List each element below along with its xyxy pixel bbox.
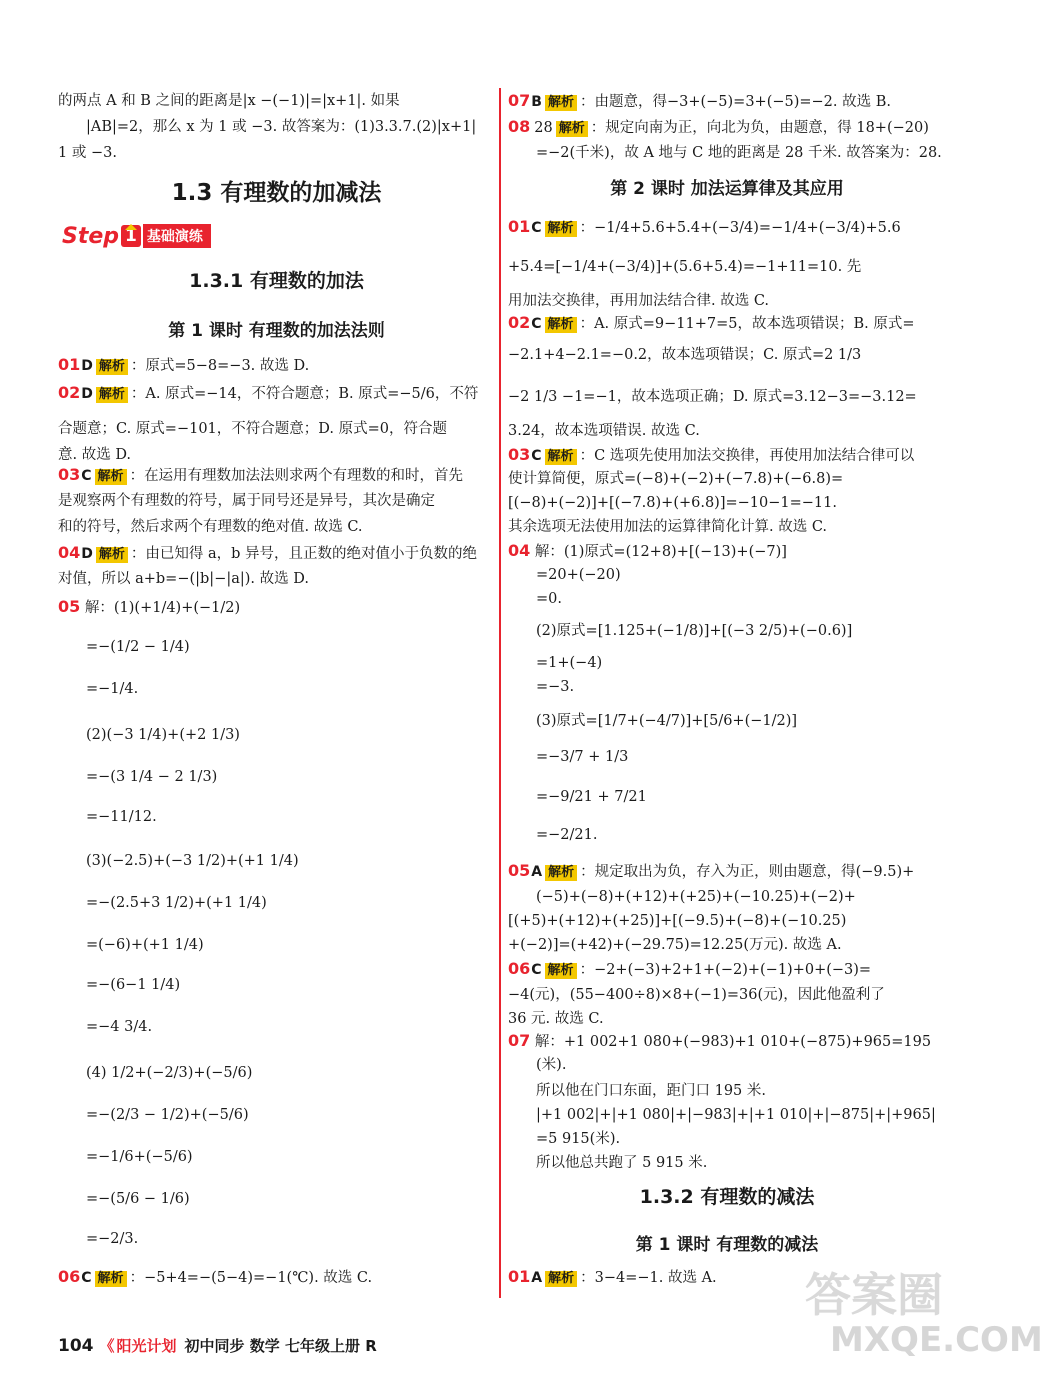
line-text: 合题意；C. 原式=−101，不符合题意；D. 原式=0，符合题 [58,421,447,437]
answer-line [86,852,299,870]
answer-value: 28 [534,120,553,136]
answer-line [536,888,856,906]
answer-line [508,494,837,512]
answer-line [536,622,852,640]
line-text: 3−4=−1. 故选 A. [594,1270,717,1286]
line-text: 和的符号，然后求两个有理数的绝对值. 故选 C. [58,519,363,535]
line-text: −1/4+5.6+5.4+(−3/4)=−1/4+(−3/4)+5.6 [594,220,901,236]
line-text: [(+5)+(+12)+(+25)]+[(−9.5)+(−8)+(−10.25) [508,913,847,929]
answer-line [58,446,131,464]
line-text: (4) 1/2+(−2/3)+(−5/6) [86,1065,253,1081]
line-text: =−(3 1/4 − 2 1/3) [86,769,218,785]
analysis-tag: 解析 [545,95,577,111]
answer-line [536,678,574,696]
answer-line [86,768,217,786]
item-number: 03 [58,465,81,484]
answer-line [508,388,917,406]
step-number: 1 [121,225,141,247]
tag-colon: ： [129,1270,145,1286]
step-label: 基础演练 [143,224,211,248]
line-text: 所以他在门口东面，距门口 195 米. [536,1083,767,1099]
line-text: −2+(−3)+2+1+(−2)+(−1)+0+(−3)= [594,962,872,978]
answer-line [86,894,267,912]
choice-letter: C [531,220,542,236]
section-title-1-3: 1.3 有理数的加减法 [171,180,382,206]
tag-colon: ： [579,316,595,332]
analysis-tag: 解析 [556,121,588,137]
line-text: A. 原式=9−11+7=5，故本选项错误；B. 原式= [594,316,915,332]
item-number: 07 [508,91,531,110]
line-text: 是观察两个有理数的符号，属于同号还是异号，其次是确定 [58,493,435,509]
tag-colon: ： [130,386,146,402]
analysis-tag: 解析 [96,359,128,375]
line-text: 解：+1 002+1 080+(−983)+1 010+(−875)+965=195 [534,1034,932,1050]
answer-line [536,1056,566,1074]
line-text: −4(元)，(55−400÷8)×8+(−1)=36(元)，因此他盈利了 [508,987,885,1003]
choice-letter: D [81,386,93,402]
tag-colon: ： [580,864,595,880]
analysis-tag: 解析 [96,547,128,563]
answer-line [508,422,700,440]
line-text: 解：(1)(+1/4)+(−1/2) [84,600,241,616]
answer-line [536,566,621,584]
line-text: 由已知得 a，b 异号，且正数的绝对值小于负数的绝 [145,546,478,562]
line-text: (2)(−3 1/4)+(+2 1/3) [86,727,240,743]
answer-line [536,748,628,766]
step-word: Step [62,223,120,249]
line-text: =−(6−1 1/4) [86,977,181,993]
item-number: 01 [508,217,531,236]
lesson-title-add-2: 第 2 课时 加法运算律及其应用 [610,179,844,199]
answer-item [58,1268,372,1287]
column-divider [499,88,501,1298]
line-text: =−(1/2 − 1/4) [86,639,190,655]
answer-line [86,118,476,136]
tag-colon: ： [130,546,146,562]
analysis-tag: 解析 [95,469,127,485]
answer-line [86,1148,193,1166]
answer-line [508,1010,604,1028]
line-text: +5.4=[−1/4+(−3/4)]+(5.6+5.4)=−1+11=10. 先 [508,259,862,275]
answer-line [508,292,769,310]
answer-line [536,826,597,844]
line-text: 由题意，得−3+(−5)=3+(−5)=−2. 故选 B. [594,94,891,110]
answer-line [86,680,138,698]
answer-line [536,1154,707,1172]
analysis-tag: 解析 [545,317,577,333]
lesson-title-sub-1: 第 1 课时 有理数的减法 [635,1235,819,1255]
line-text: =−3/7 + 1/3 [536,749,629,765]
choice-letter: C [81,468,92,484]
line-text: =−11/12. [86,809,157,825]
answer-item [58,356,309,375]
choice-letter: A [531,1270,543,1286]
tag-colon: ： [579,962,595,978]
double-chevron-icon: 《 [99,1337,115,1355]
choice-letter: C [531,316,542,332]
answer-line [508,258,861,276]
line-text: 用加法交换律，再用加法结合律. 故选 C. [508,293,770,309]
line-text: 36 元. 故选 C. [508,1011,604,1027]
line-text: |AB|=2，那么 x 为 1 或 −3. 故答案为：(1)3.3.7.(2)|x+1| [86,119,477,135]
line-text: (3)原式=[1/7+(−4/7)]+[5/6+(−1/2)] [536,713,798,729]
line-text: −5+4=−(5−4)=−1(℃). 故选 C. [144,1270,373,1286]
item-number: 05 [58,597,81,616]
book-title: 初中同步 数学 七年级上册 R [184,1337,377,1355]
line-text: 原式=5−8=−3. 故选 D. [145,358,310,374]
item-number: 08 [508,117,531,136]
line-text: 使计算简便，原式=(−8)+(−2)+(−7.8)+(−6.8)= [508,471,844,487]
tag-colon: ： [579,220,595,236]
answer-line [536,712,797,730]
item-number: 01 [508,1267,531,1286]
answer-line [508,346,861,364]
answer-item [508,118,929,137]
answer-line [508,518,827,536]
line-text: 规定向南为正，向北为负，由题意，得 18+(−20) [605,120,929,136]
analysis-tag: 解析 [545,1271,577,1287]
answer-line [58,144,117,162]
line-text: =−4 3/4. [86,1019,153,1035]
page-number: 104 [58,1335,94,1356]
analysis-tag: 解析 [545,865,577,881]
line-text: −2.1+4−2.1=−0.2，故本选项错误；C. 原式=2 1/3 [508,347,862,363]
answer-item [508,960,871,979]
watermark-logo: 答案圈 [805,1268,943,1322]
choice-letter: C [531,962,542,978]
answer-line [536,590,562,608]
choice-letter: C [531,448,542,464]
answer-line [58,92,400,110]
analysis-tag: 解析 [96,387,128,403]
answer-item [508,862,914,881]
answer-line [86,1018,152,1036]
line-text: (3)(−2.5)+(−3 1/2)+(+1 1/4) [86,853,299,869]
tag-colon: ： [129,468,145,484]
line-text: +(−2)]=(+42)+(−29.75)=12.25(万元). 故选 A. [508,937,842,953]
line-text: 其余选项无法使用加法的运算律简化计算. 故选 C. [508,519,828,535]
item-number: 04 [508,541,531,560]
tag-colon: ： [579,448,595,464]
answer-line [86,1106,249,1124]
answer-line [508,470,843,488]
answer-line [86,1230,138,1248]
line-text: =−9/21 + 7/21 [536,789,647,805]
answer-line [86,1064,252,1082]
line-text: =−(2.5+3 1/2)+(+1 1/4) [86,895,267,911]
answer-item [508,542,787,561]
answer-line [508,936,842,954]
line-text: =−2/21. [536,827,598,843]
line-text: =−(5/6 − 1/6) [86,1191,190,1207]
line-text: =(−6)+(+1 1/4) [86,937,204,953]
tag-colon: ： [590,120,606,136]
item-number: 04 [58,543,81,562]
answer-line [536,1082,766,1100]
analysis-tag: 解析 [545,221,577,237]
answer-item [508,92,891,111]
line-text: 对值，所以 a+b=−(|b|−|a|). 故选 D. [58,571,309,587]
line-text: 的两点 A 和 B 之间的距离是|x −(−1)|=|x+1|. 如果 [58,93,400,109]
answer-item [508,446,914,465]
answer-line [86,976,180,994]
choice-letter: C [81,1270,92,1286]
line-text: 规定取出为负，存入为正，则由题意，得(−9.5)+ [594,864,915,880]
answer-line [86,726,240,744]
choice-letter: D [81,546,93,562]
analysis-tag: 解析 [95,1271,127,1287]
line-text: 所以他总共跑了 5 915 米. [536,1155,708,1171]
answer-line [86,1190,190,1208]
tag-colon: ： [580,1270,595,1286]
page-footer [58,1335,377,1356]
analysis-tag: 解析 [545,963,577,979]
answer-item [508,1032,931,1051]
choice-letter: D [81,358,93,374]
choice-letter: A [531,864,543,880]
answer-line [86,638,190,656]
answer-line [58,570,309,588]
line-text: 在运用有理数加法法则求两个有理数的和时，首先 [144,468,464,484]
step-banner [62,222,211,250]
line-text: =1+(−4) [536,655,603,671]
item-number: 05 [508,861,531,880]
answer-item [58,598,240,617]
item-number: 01 [58,355,81,374]
line-text: C 选项先使用加法交换律，再使用加法结合律可以 [594,448,915,464]
line-text: =−1/4. [86,681,139,697]
lesson-title-add-1: 第 1 课时 有理数的加法法则 [168,321,385,341]
item-number: 06 [508,959,531,978]
line-text: =−(2/3 − 1/2)+(−5/6) [86,1107,249,1123]
line-text: =−3. [536,679,575,695]
answer-line [536,1106,936,1124]
line-text: =−2(千米)，故 A 地与 C 地的距离是 28 千米. 故答案为：28. [536,145,942,161]
line-text: =5 915(米). [536,1131,621,1147]
item-number: 07 [508,1031,531,1050]
answer-line [536,1130,620,1148]
line-text: 解：(1)原式=(12+8)+[(−13)+(−7)] [534,544,787,560]
line-text: |+1 002|+|+1 080|+|−983|+|+1 010|+|−875|+|+965| [536,1107,936,1123]
answer-line [58,420,447,438]
line-text: 1 或 −3. [58,145,117,161]
line-text: [(−8)+(−2)]+[(−7.8)+(+6.8)]=−10−1=−11. [508,495,837,511]
item-number: 02 [58,383,81,402]
answer-item [58,466,463,485]
line-text: =0. [536,591,562,607]
answer-line [536,144,942,162]
answer-line [508,912,846,930]
line-text: 3.24，故本选项错误. 故选 C. [508,423,700,439]
answer-line [536,788,647,806]
line-text: =20+(−20) [536,567,621,583]
answer-line [86,936,204,954]
analysis-tag: 解析 [545,449,577,465]
answer-line [536,654,602,672]
line-text: 意. 故选 D. [58,447,132,463]
item-number: 06 [58,1267,81,1286]
tag-colon: ： [579,94,595,110]
subsection-title-1-3-1: 1.3.1 有理数的加法 [189,270,364,292]
answer-line [58,518,363,536]
answer-line [508,986,885,1004]
answer-item [508,218,901,237]
choice-letter: B [531,94,542,110]
line-text: (米). [536,1057,567,1073]
answer-item [58,384,478,403]
answer-item [58,544,477,563]
answer-item [508,1268,717,1287]
tag-colon: ： [130,358,146,374]
answer-line [86,808,157,826]
item-number: 03 [508,445,531,464]
watermark-url: MXQE.COM [830,1320,1043,1360]
line-text: −2 1/3 −1=−1，故本选项正确；D. 原式=3.12−3=−3.12= [508,389,917,405]
line-text: =−1/6+(−5/6) [86,1149,193,1165]
line-text: (2)原式=[1.125+(−1/8)]+[(−3 2/5)+(−0.6)] [536,623,853,639]
line-text: =−2/3. [86,1231,139,1247]
brand-name: 阳光计划 [116,1337,177,1355]
answer-line [58,492,435,510]
line-text: (−5)+(−8)+(+12)+(+25)+(−10.25)+(−2)+ [536,889,856,905]
subsection-title-1-3-2: 1.3.2 有理数的减法 [639,1186,815,1208]
item-number: 02 [508,313,531,332]
answer-item [508,314,915,333]
line-text: A. 原式=−14，不符合题意；B. 原式=−5/6，不符 [145,386,479,402]
